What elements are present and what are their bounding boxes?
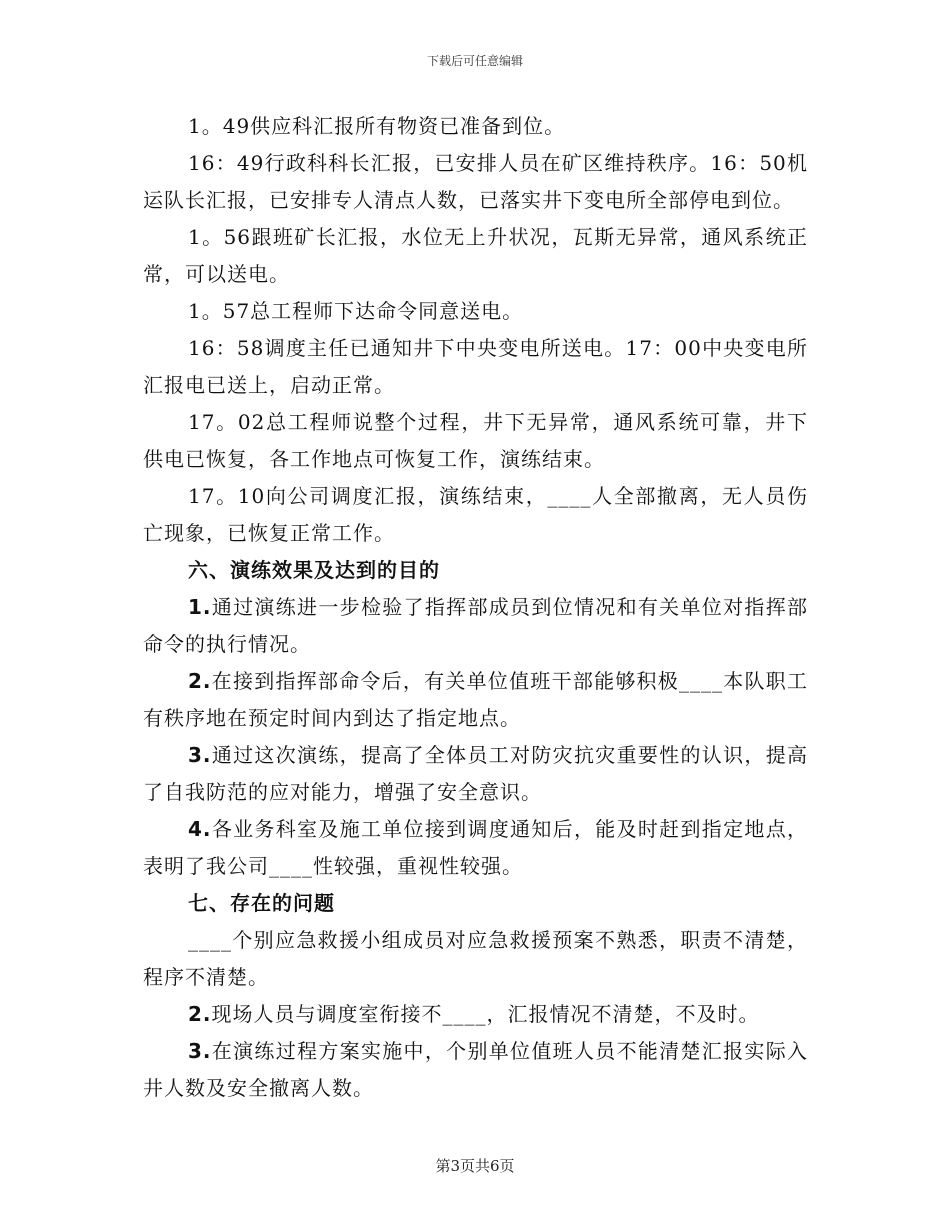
- page-number-footer: 第3页共6页: [435, 1157, 515, 1175]
- paragraph-admin-report: 16：49行政科科长汇报，已安排人员在矿区维持秩序。16：50机运队长汇报，已安排专人清点人数，已落实井下变电所全部停电到位。: [143, 151, 808, 212]
- list-item-problem-2: 2.现场人员与调度室衔接不____，汇报情况不清楚，不及时。: [188, 1002, 760, 1026]
- section-heading-problems: 七、存在的问题: [188, 891, 335, 915]
- paragraph-chief-engineer-order: 1。57总工程师下达命令同意送电。: [188, 299, 524, 323]
- list-item-problem-3: 3.在演练过程方案实施中，个别单位值班人员不能清楚汇报实际入井人数及安全撤离人数。: [143, 1039, 808, 1100]
- list-item-effect-3: 3.通过这次演练，提高了全体员工对防灾抗灾重要性的认识，提高了自我防范的应对能力，增强了安全意识。: [143, 743, 808, 804]
- list-item-effect-4: 4.各业务科室及施工单位接到调度通知后，能及时赶到指定地点，表明了我公司____性较强，重视性较强。: [143, 817, 808, 878]
- document-body: [143, 108, 808, 1107]
- list-item-effect-1: 1.通过演练进一步检验了指挥部成员到位情况和有关单位对指挥部命令的执行情况。: [143, 595, 808, 656]
- paragraph-dispatch-power-on: 16：58调度主任已通知井下中央变电所送电。17：00中央变电所汇报电已送上，启动正常。: [143, 336, 808, 397]
- paragraph-company-report: 17。10向公司调度汇报，演练结束，____人全部撤离，无人员伤亡现象，已恢复正常工作。: [143, 484, 808, 545]
- page-header: 下载后可任意编辑: [426, 54, 523, 68]
- paragraph-drill-end: 17。02总工程师说整个过程，井下无异常，通风系统可靠，井下供电已恢复，各工作地点可恢复工作，演练结束。: [143, 410, 808, 471]
- paragraph-supply-report: 1。49供应科汇报所有物资已准备到位。: [188, 114, 566, 138]
- paragraph-mine-manager-report: 1。56跟班矿长汇报，水位无上升状况，瓦斯无异常，通风系统正常，可以送电。: [143, 225, 808, 286]
- list-item-problem-1: ____个别应急救援小组成员对应急救援预案不熟悉，职责不清楚，程序不清楚。: [143, 928, 808, 989]
- section-heading-effects: 六、演练效果及达到的目的: [188, 558, 440, 582]
- list-item-effect-2: 2.在接到指挥部命令后，有关单位值班干部能够积极____本队职工有秩序地在预定时间内到达了指定地点。: [143, 669, 808, 730]
